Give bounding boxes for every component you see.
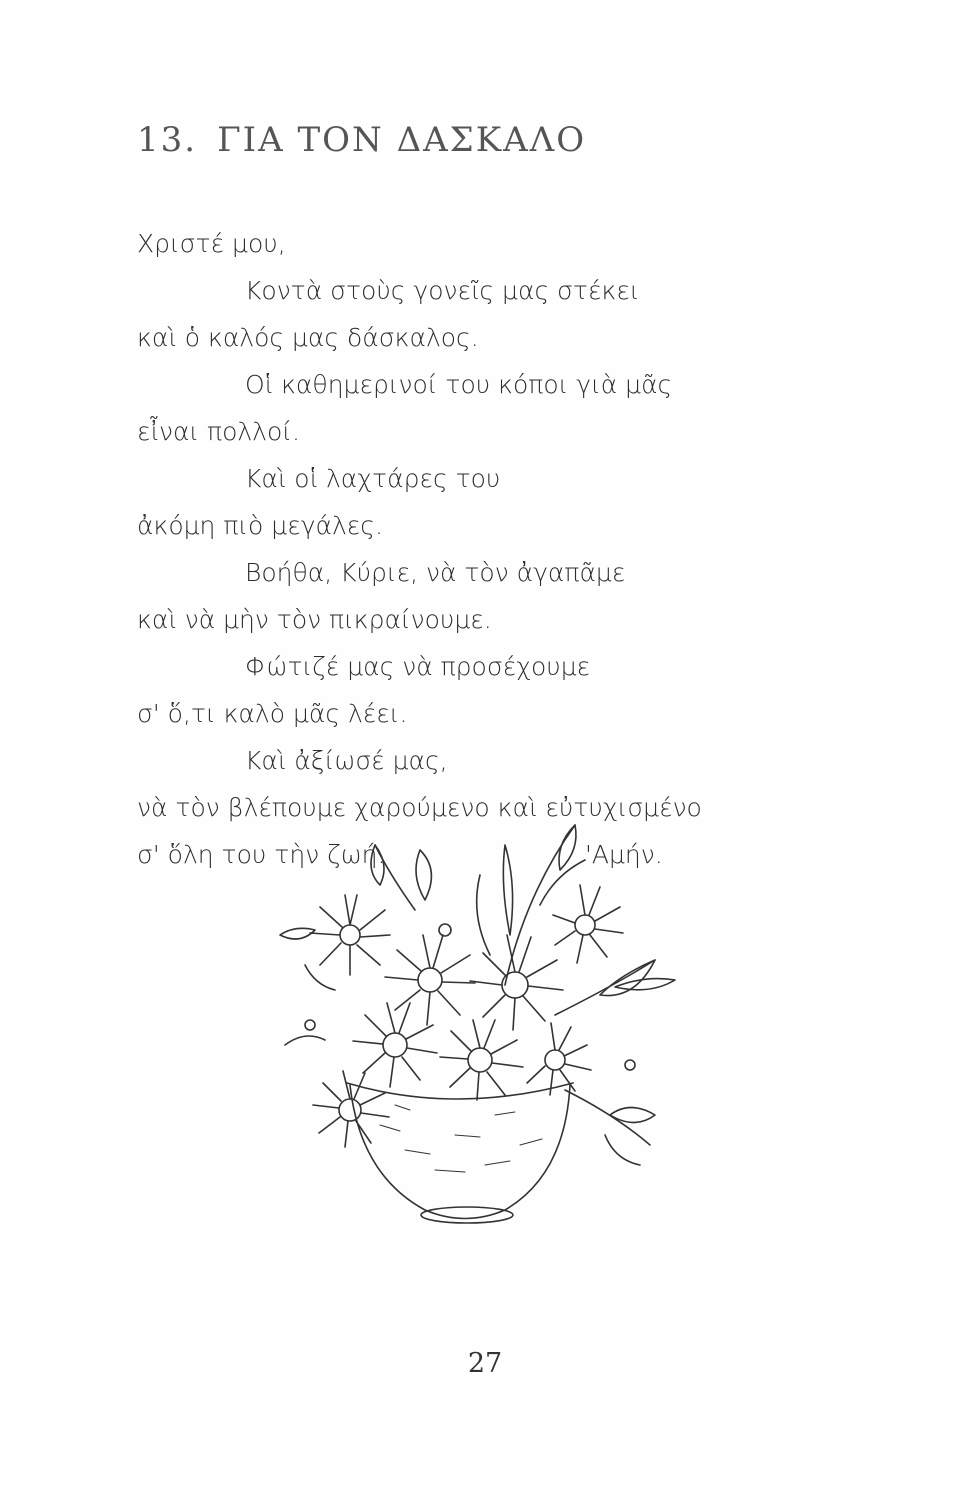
chapter-title: ΓΙΑ ΤΟΝ ΔΑΣΚΑΛΟ: [217, 120, 587, 160]
poem-line: ἀκόμη πιὸ μεγάλες.: [137, 511, 383, 540]
poem-line: σ' ὅ,τι καλὸ μᾶς λέει.: [137, 699, 408, 728]
poem-line: Κοντὰ στοὺς γονεῖς μας στέκει: [245, 276, 640, 305]
poem-line: Χριστέ μου,: [137, 229, 286, 258]
poem-line: Φώτιζέ μας νὰ προσέχουμε: [245, 652, 591, 681]
amen-text: 'Αμήν.: [585, 840, 663, 869]
poem-line: σ' ὅλη του τὴν ζωή.: [137, 840, 386, 869]
poem-line: νὰ τὸν βλέπουμε χαρούμενο καὶ εὐτυχισμένο: [137, 793, 702, 822]
poem-line: Καὶ ἀξίωσέ μας,: [245, 746, 448, 775]
flower-bowl-icon: [255, 815, 715, 1230]
poem-line: εἶναι πολλοί.: [137, 417, 300, 446]
poem-line: καὶ ὁ καλός μας δάσκαλος.: [137, 323, 479, 352]
poem-line: καὶ νὰ μὴν τὸν πικραίνουμε.: [137, 605, 492, 634]
poem-line: Βοήθα, Κύριε, νὰ τὸν ἀγαπᾶμε: [245, 558, 626, 587]
poem-line: Οἱ καθημερινοί του κόποι γιὰ μᾶς: [245, 370, 673, 399]
chapter-heading: [137, 120, 586, 160]
chapter-number: 13.: [137, 120, 198, 160]
poem-line: Καὶ οἱ λαχτάρες του: [245, 464, 501, 493]
page-number: 27: [467, 1348, 503, 1379]
